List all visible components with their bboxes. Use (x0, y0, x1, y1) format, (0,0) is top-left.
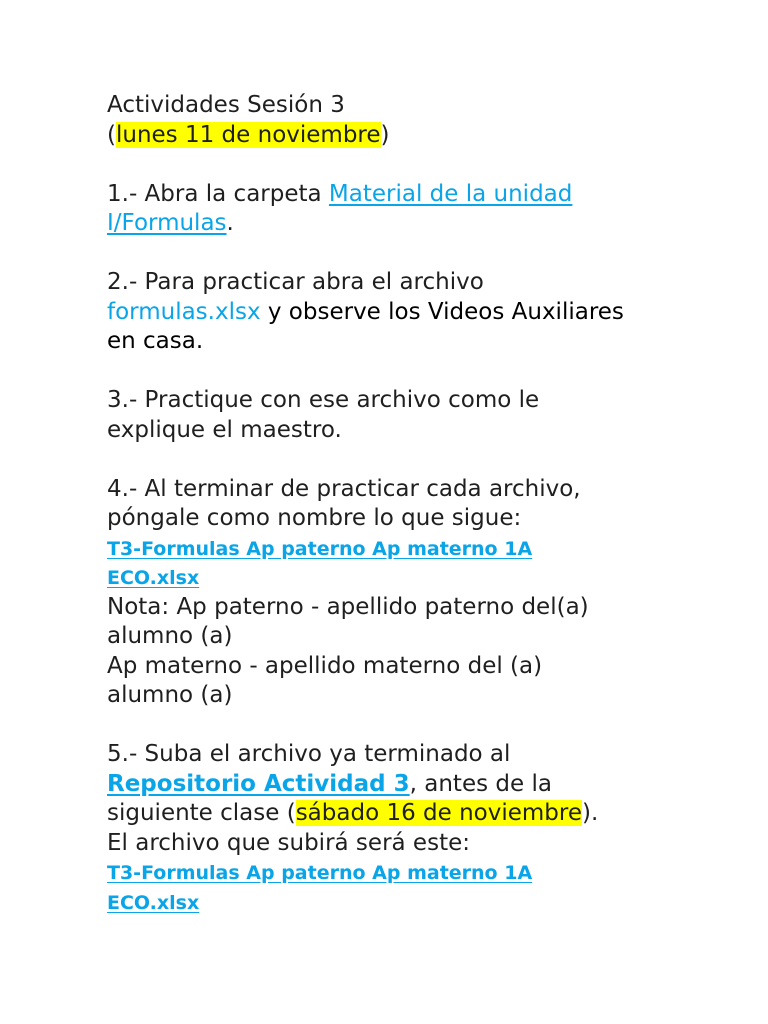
document-page (107, 91, 747, 917)
step-4-line-2: póngale como nombre lo que sigue: (107, 505, 522, 531)
filename-link-1-continued[interactable]: ECO.xlsx (107, 567, 200, 589)
title-text: Actividades Sesión 3 (107, 92, 345, 118)
date-open-paren: ( (107, 121, 116, 148)
note-line-3: Ap materno - apellido materno del (a) (107, 652, 543, 679)
step-5-line-3-end: ). (582, 800, 599, 826)
step-3 (107, 386, 747, 445)
spacer (107, 357, 747, 387)
step-1-text: 1.- Abra la carpeta (107, 180, 329, 207)
spacer (107, 239, 747, 269)
note-line-4: alumno (a) (107, 682, 233, 708)
session-date-highlight: lunes 11 de noviembre (115, 121, 381, 148)
step-4 (107, 475, 747, 711)
step-3-line-1: 3.- Practique con ese archivo como le (107, 387, 540, 413)
material-folder-link-continued[interactable]: I/Formulas (107, 210, 227, 236)
note-line-2: alumno (a) (107, 623, 233, 649)
spacer (107, 150, 747, 180)
formulas-file-link[interactable]: formulas.xlsx (107, 298, 261, 325)
material-folder-link[interactable]: Material de la unidad (328, 180, 573, 207)
step-5-after-link: , antes de la (409, 770, 552, 797)
spacer (107, 445, 747, 475)
date-close-paren: ) (380, 121, 390, 148)
filename-link-2[interactable]: T3-Formulas Ap paterno Ap materno 1A (107, 862, 533, 884)
step-2 (107, 268, 747, 357)
step-3-line-2: explique el maestro. (107, 416, 342, 443)
deadline-highlight: sábado 16 de noviembre (295, 800, 583, 826)
filename-link-2-continued[interactable]: ECO.xlsx (107, 891, 200, 914)
spacer (107, 711, 747, 741)
step-2-line-3: en casa. (107, 328, 204, 354)
step-5-line-3-start: siguiente clase ( (107, 800, 296, 826)
step-5-line-1: 5.- Suba el archivo ya terminado al (107, 741, 511, 767)
step-5 (107, 740, 747, 917)
repository-activity-link[interactable]: Repositorio Actividad 3 (107, 770, 410, 797)
step-2-line-2: y observe los Videos Auxiliares (260, 298, 624, 325)
step-4-line-1: 4.- Al terminar de practicar cada archivo, (107, 475, 581, 502)
step-1 (107, 180, 747, 239)
document-title (107, 91, 747, 121)
step-5-line-4: El archivo que subirá será este: (107, 829, 470, 856)
step-2-line-1: 2.- Para practicar abra el archivo (107, 269, 484, 295)
note-line-1: Nota: Ap paterno - apellido paterno del(a) (107, 593, 589, 620)
filename-link-1[interactable]: T3-Formulas Ap paterno Ap materno 1A (107, 537, 533, 560)
session-date-line (107, 121, 747, 151)
step-1-period: . (226, 210, 234, 236)
